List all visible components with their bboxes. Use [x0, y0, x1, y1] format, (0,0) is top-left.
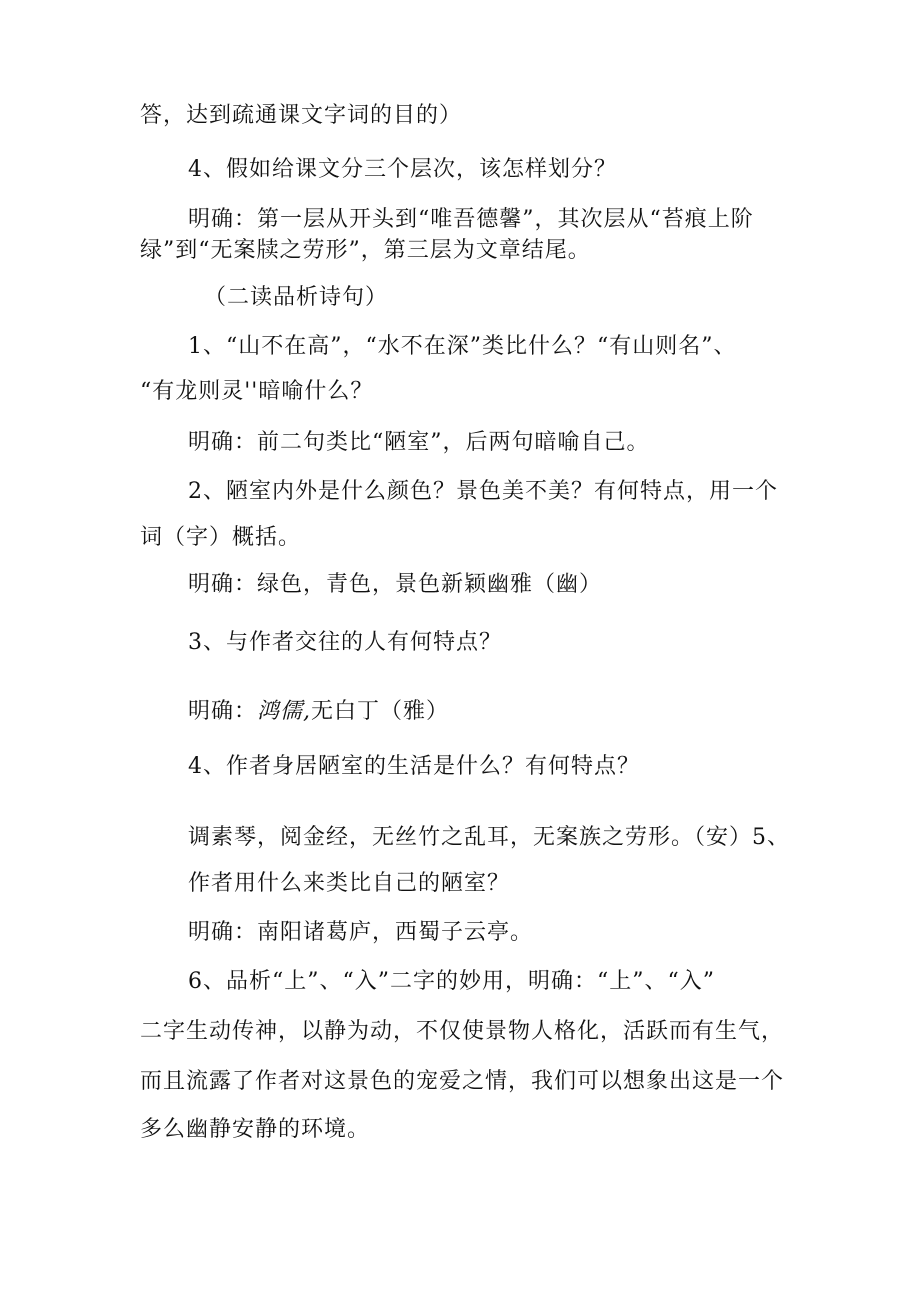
- question-6-line-3: 而且流露了作者对这景色的宠爱之情，我们可以想象出这是一个: [140, 1069, 785, 1094]
- question-4-heading: 4、假如给课文分三个层次，该怎样划分？: [188, 157, 617, 182]
- question-6-line-4: 多么幽静安静的环境。: [140, 1117, 371, 1142]
- answer-3-italic: 鸿儒,: [257, 699, 312, 724]
- question-1-line-1: 1、“山不在高”，“水不在深”类比什么？“有山则名”、: [188, 334, 737, 359]
- answer-4-line-1: 明确：第一层从开头到“唯吾德馨”，其次层从“苔痕上阶: [188, 207, 754, 232]
- answer-3-rest: 无白丁（雅）: [311, 699, 450, 724]
- answer-1: 明确：前二句类比“陋室”，后两句暗喻自己。: [188, 430, 650, 455]
- question-3: 3、与作者交往的人有何特点？: [188, 630, 502, 655]
- question-2-line-1: 2、陋室内外是什么颜色？景色美不美？有何特点，用一个: [188, 479, 778, 504]
- section-heading: （二读品析诗句）: [204, 285, 389, 310]
- answer-4b-and-question-5: 调素琴，阅金经，无丝竹之乱耳，无案族之劳形。（安）5、: [188, 825, 790, 850]
- question-5-line-2: 作者用什么来类比自己的陋室？: [188, 871, 511, 896]
- question-6-line-1: 6、品析“上”、“入”二字的妙用，明确：“上”、“入”: [188, 969, 715, 994]
- question-4b: 4、作者身居陋室的生活是什么？有何特点？: [188, 754, 640, 779]
- answer-2: 明确：绿色，青色，景色新颖幽雅（幽）: [188, 572, 603, 597]
- answer-3-label: 明确：: [188, 699, 258, 724]
- answer-5: 明确：南阳诸葛庐，西蜀子云亭。: [188, 920, 534, 945]
- answer-4-line-2: 绿”到“无案牍之劳形”，第三层为文章结尾。: [140, 238, 591, 263]
- answer-3: [188, 697, 800, 727]
- question-1-line-2: “有龙则灵''暗喻什么？: [140, 379, 374, 404]
- question-6-line-2: 二字生动传神，以静为动，不仅使景物人格化，活跃而有生气，: [140, 1019, 785, 1044]
- text-line: 答，达到疏通课文字词的目的）: [140, 103, 463, 128]
- question-2-line-2: 词（字）概括。: [140, 525, 302, 550]
